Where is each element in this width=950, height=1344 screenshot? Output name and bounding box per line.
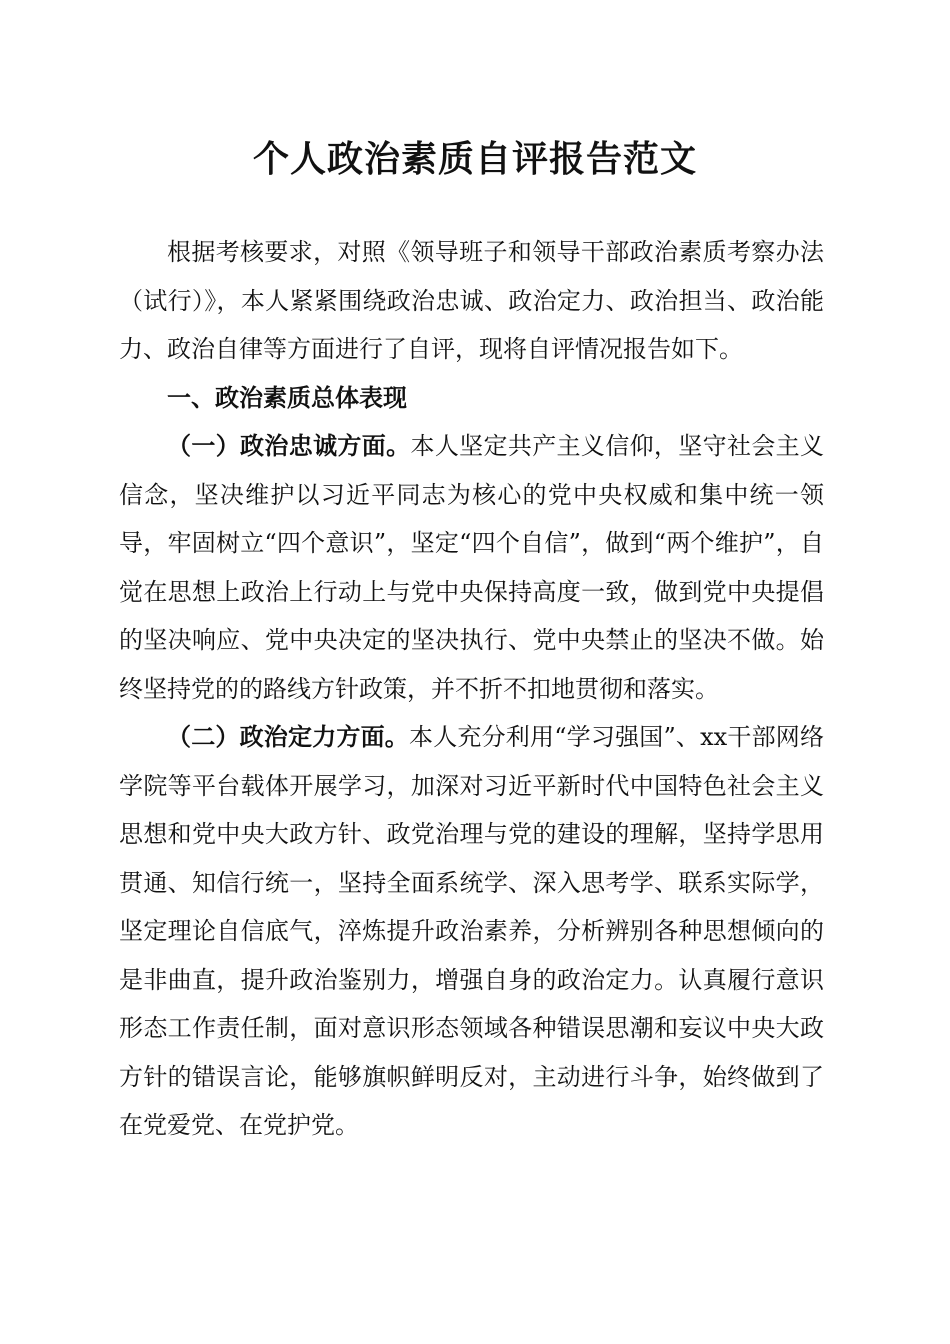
paragraph-lead: （二）政治定力方面。 [167,722,409,751]
document-title: 个人政治素质自评报告范文 [252,138,697,180]
paragraph-text: 本人充分利用“学习强国”、xx干部网络学院等平台载体开展学习，加深对习近平新时代中国特色社会主义思想和党中央大政方针、政党治理与党的建设的理解，坚持学思用贯通、知信行统一，坚持全面系统学、深入思考学、联系实际学，坚定理论自信底气，淬炼提升政治素养，分析辨别各种思想倾向的是非曲直，提升政治鉴别力，增强自身的政治定力。认真履行意识形态工作责任制，面对意识形态领域各种错误思潮和妄议中央大政方针的错误言论，能够旗帜鲜明反对，主动进行斗争，始终做到了在党爱党、在党护党。 [119,723,825,1139]
paragraph-political-determination [119,713,824,1150]
section-heading: 一、政治素质总体表现 [167,383,407,412]
document-body [119,228,824,1150]
intro-paragraph: 根据考核要求，对照《领导班子和领导干部政治素质考察办法（试行）》，本人紧紧围绕政治忠诚、政治定力、政治担当、政治能力、政治自律等方面进行了自评，现将自评情况报告如下。 [119,238,824,363]
paragraph-text: 本人坚定共产主义信仰，坚守社会主义信念，坚决维护以习近平同志为核心的党中央权威和集中统一领导，牢固树立“四个意识”，坚定“四个自信”，做到“两个维护”，自觉在思想上政治上行动上与党中央保持高度一致，做到党中央提倡的坚决响应、党中央决定的坚决执行、党中央禁止的坚决不做。始终坚持党的的路线方针政策，并不折不扣地贯彻和落实。 [119,432,825,703]
paragraph-lead: （一）政治忠诚方面。 [167,431,411,460]
paragraph-political-loyalty [119,422,824,713]
